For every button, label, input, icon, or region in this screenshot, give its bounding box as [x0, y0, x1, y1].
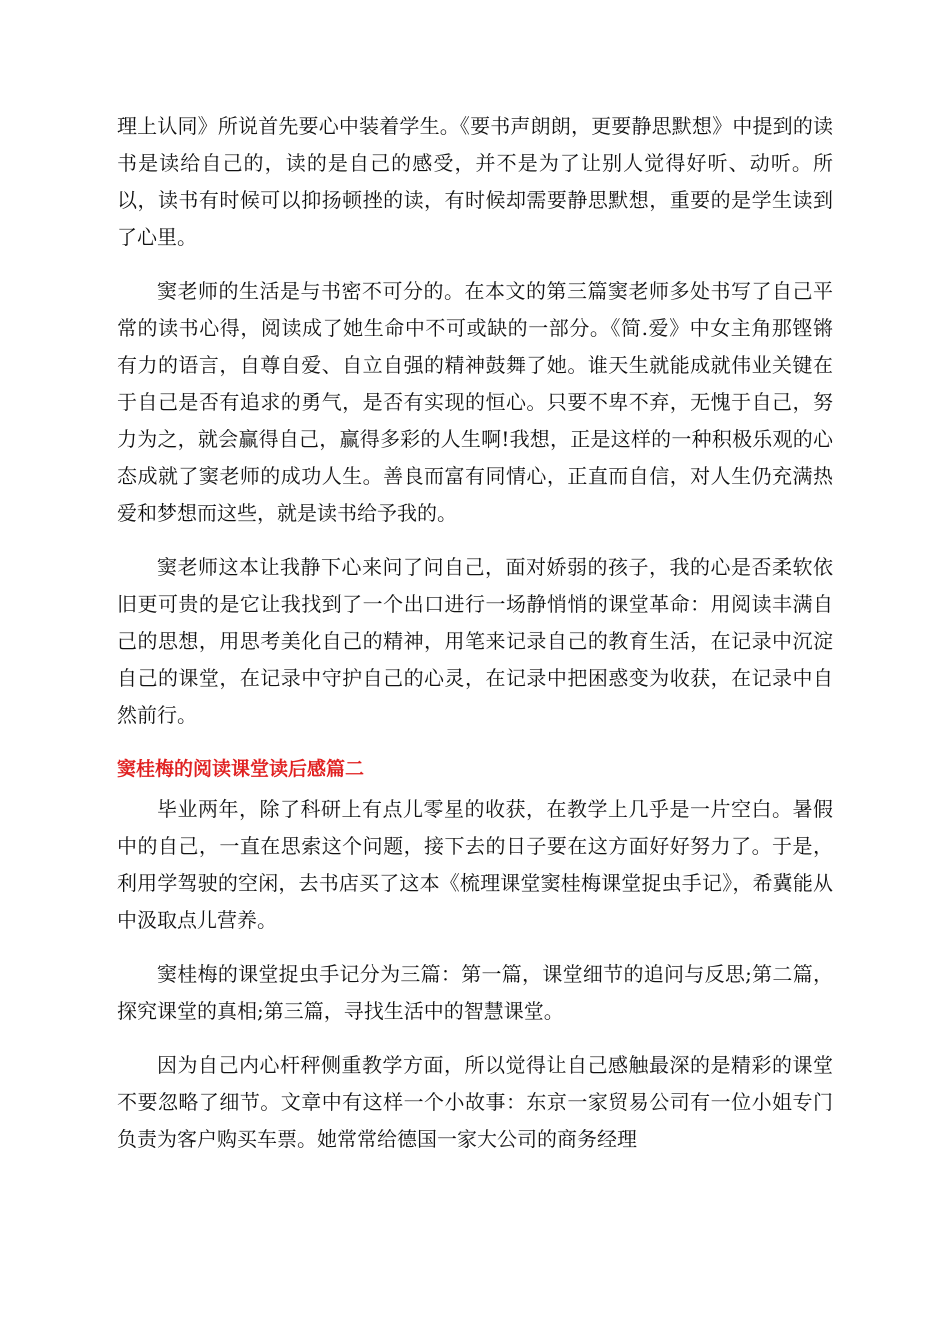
paragraph-4: 毕业两年，除了科研上有点儿零星的收获，在教学上几乎是一片空白。暑假中的自己，一直在思索这个问题，接下去的日子要在这方面好好努力了。于是，利用学驾驶的空闲，去书店买了这本《梳理课堂窦桂梅课堂捉虫手记》，希冀能从中汲取点儿营养。 [117, 797, 833, 932]
section-heading: 窦桂梅的阅读课堂读后感篇二 [117, 758, 365, 780]
paragraph-3: 窦老师这本让我静下心来问了问自己，面对娇弱的孩子，我的心是否柔软依旧更可贵的是它让我找到了一个出口进行一场静悄悄的课堂革命：用阅读丰满自己的思想，用思考美化自己的精神，用笔来记录自己的教育生活，在记录中沉淀自己的课堂，在记录中守护自己的心灵，在记录中把困惑变为收获，在记录中自然前行。 [117, 555, 833, 727]
paragraph-6: 因为自己内心杆秤侧重教学方面，所以觉得让自己感触最深的是精彩的课堂不要忽略了细节。文章中有这样一个小故事：东京一家贸易公司有一位小姐专门负责为客户购买车票。她常常给德国一家大公司的商务经理 [117, 1053, 833, 1151]
paragraph-5: 窦桂梅的课堂捉虫手记分为三篇：第一篇，课堂细节的追问与反思;第二篇，探究课堂的真相;第三篇，寻找生活中的智慧课堂。 [117, 962, 833, 1023]
paragraph-1: 理上认同》所说首先要心中装着学生。《要书声朗朗，更要静思默想》中提到的读书是读给自己的，读的是自己的感受，并不是为了让别人觉得好听、动听。所以，读书有时候可以抑扬顿挫的读，有时候却需要静思默想，重要的是学生读到了心里。 [117, 114, 833, 249]
paragraph-2: 窦老师的生活是与书密不可分的。在本文的第三篇窦老师多处书写了自己平常的读书心得，阅读成了她生命中不可或缺的一部分。《简.爱》中女主角那铿锵有力的语言，自尊自爱、自立自强的精神鼓舞了她。谁天生就能成就伟业关键在于自己是否有追求的勇气，是否有实现的恒心。只要不卑不弃，无愧于自己，努力为之，就会赢得自己，赢得多彩的人生啊!我想，正是这样的一种积极乐观的心态成就了窦老师的成功人生。善良而富有同情心，正直而自信，对人生仍充满热爱和梦想而这些，就是读书给予我的。 [117, 279, 833, 525]
document-page [117, 108, 833, 1175]
